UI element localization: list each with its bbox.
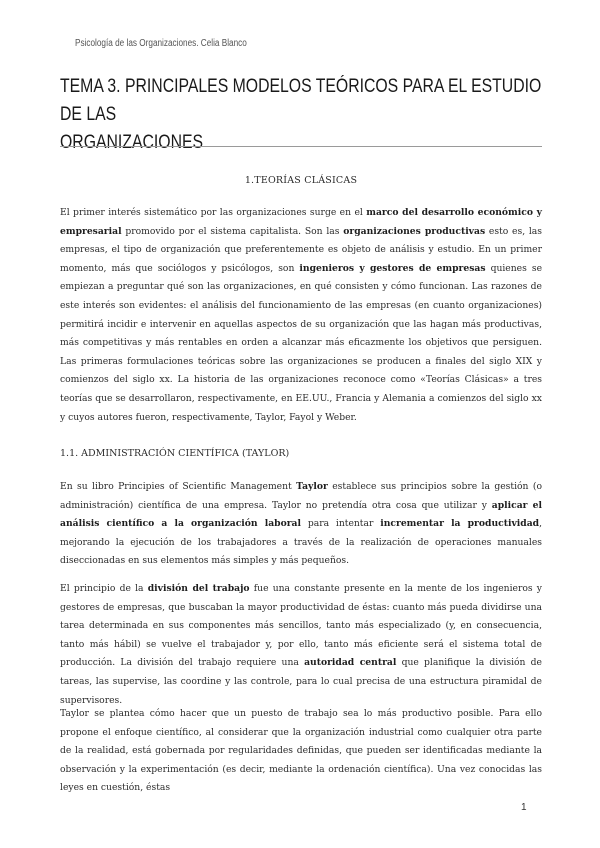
text-run: esto es, las empresas, el tipo de organización que preferentemente es objeto de análisis y estudio. En un primer momento, más que sociólogos y psicólogos, son [60,225,542,274]
paragraph-intro [60,204,542,427]
title-line-1: TEMA 3. PRINCIPALES MODELOS TEÓRICOS PARA EL ESTUDIO DE LAS [60,75,542,125]
bold-run: ingenieros y gestores de empresas [299,262,486,274]
text-run: establece sus principios sobre la gestión (o administración) científica de una empresa. Taylor no pretendía otra cosa que utilizar y [60,481,542,511]
text-run: fue una constante presente en la mente de los ingenieros y gestores de empresas, que buscaban la mayor productividad de éstas: cuanto más pueda dividirse una tarea determinada en sus componentes más sencillos, tanto más especializado (y, en consecuencia, tanto más hábil) se vuelve el trabajador y, por ello, tanto más eficiente será el sistema total de producción. La división del trabajo requiere una [60,583,542,669]
paragraph-division-of-labor [60,580,542,710]
running-header: Psicología de las Organizaciones. Celia Blanco [75,38,247,49]
text-run: Taylor se plantea cómo hacer que un puesto de trabajo sea lo más productivo posible. Para ello propone el enfoque científico, al considerar que la organización industrial como cualquier otra parte de la realidad, está gobernada por regularidades definidas, que pueden ser identificadas mediante la observación y la experimentación (es decir, mediante la ordenación científica). Una vez conocidas las leyes en cuestión, éstas [60,708,542,794]
page-number: 1 [521,802,527,813]
bold-run: división del trabajo [147,583,250,594]
paragraph-taylor-book [60,478,542,571]
bold-run: autoridad central [304,657,397,669]
text-run: En su libro Principies of Scientific Management [60,481,297,492]
section-heading: 1.TEORÍAS CLÁSICAS [244,175,358,186]
title-line-2: ORGANIZACIONES [60,131,204,153]
bold-run: marco del desarrollo económico y empresarial [60,207,542,237]
text-run: para intentar [301,518,381,530]
title-divider [60,146,542,147]
paragraph-scientific-approach [60,705,542,798]
text-run: El primer interés sistemático por las organizaciones surge en el [60,207,367,218]
text-run: que planifique la división de tareas, las supervise, las coordine y las controle, para lo cual precisa de una estructura piramidal de supervisores. [60,657,542,706]
bold-run: Taylor [296,481,328,492]
text-run: , mejorando la ejecución de los trabajadores a través de la realización de operaciones manuales diseccionadas en sus elementos más simples y más pequeños. [60,518,543,567]
subsection-heading: 1.1. ADMINISTRACIÓN CIENTÍFICA (TAYLOR) [60,448,290,459]
bold-run: organizaciones productivas [343,225,486,237]
page-title [60,72,546,156]
text-run: quienes se empiezan a preguntar qué son las organizaciones, en qué consisten y cómo funcionan. Las razones de este interés son evidentes: el análisis del funcionamiento de las empresas (en cuanto organizaciones) permitirá incidir e intervenir en aquellas aspectos de su organización que las hagan más productivas, más competitivas y más rentables en orden a alcanzar más eficazmente los objetivos que persiguen. Las primeras formulaciones teóricas sobre las organizaciones se producen a finales del siglo XIX y comienzos del siglo xx. La historia de las organizaciones reconoce como «Teorías Clásicas» a tres teorías que se desarrollaron, respectivamente, en EE.UU., Francia y Alemania a comienzos del siglo xx y cuyos autores fueron, respectivamente, Taylor, Fayol y Weber. [60,262,543,423]
text-run: promovido por el sistema capitalista. Son las [121,225,344,237]
text-run: El principio de la [60,583,148,594]
bold-run: aplicar el análisis científico a la organización laboral [60,499,542,530]
bold-run: incrementar la productividad [380,518,540,530]
